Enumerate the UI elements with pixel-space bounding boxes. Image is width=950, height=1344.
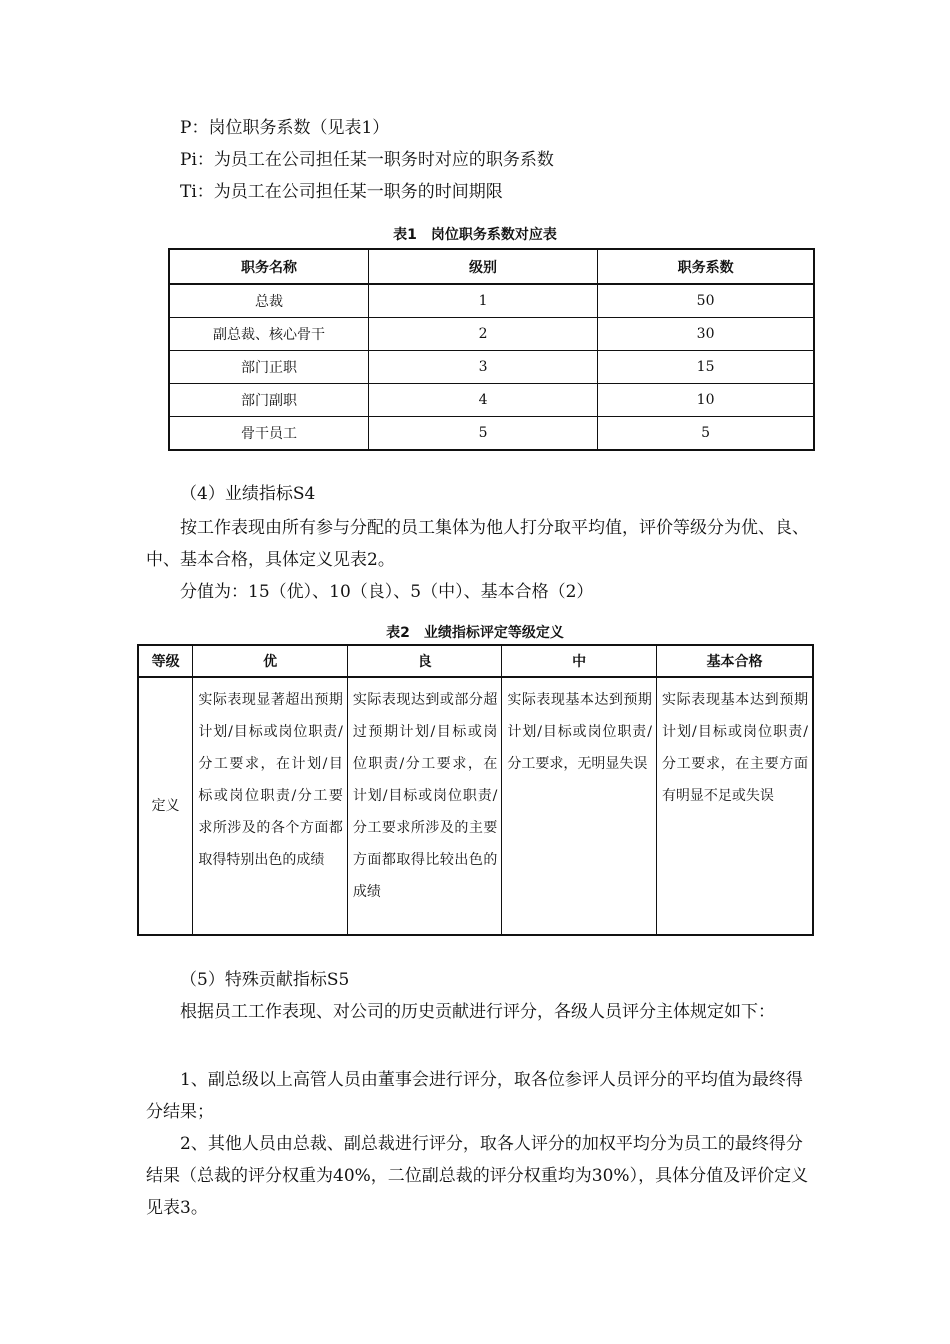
definition-basic-pass: 实际表现基本达到预期计划/目标或岗位职责/分工要求，在主要方面有明显不足或失误 <box>656 677 813 935</box>
section5-paragraph: 根据员工工作表现、对公司的历史贡献进行评分，各级人员评分主体规定如下： <box>180 1002 775 1022</box>
cell-level: 4 <box>368 384 597 417</box>
cell-coefficient: 30 <box>598 318 814 351</box>
section4-score-values: 分值为：15（优）、10（良）、5（中）、基本合格（2） <box>180 582 594 602</box>
cell-position: 骨干员工 <box>169 417 368 451</box>
table2-caption: 表2 业绩指标评定等级定义 <box>386 625 564 641</box>
performance-grade-table <box>137 644 814 936</box>
intro-line-ti: Ti：为员工在公司担任某一职务的时间期限 <box>180 182 503 202</box>
cell-level: 2 <box>368 318 597 351</box>
definition-excellent: 实际表现显著超出预期计划/目标或岗位职责/分工要求，在计划/目标或岗位职责/分工要求所涉及的各个方面都取得特别出色的成绩 <box>193 677 348 935</box>
intro-line-p: P：岗位职务系数（见表1） <box>180 118 390 138</box>
cell-position: 部门正职 <box>169 351 368 384</box>
cell-level: 5 <box>368 417 597 451</box>
section4-heading: （4）业绩指标S4 <box>180 484 316 504</box>
header-good: 良 <box>347 645 502 677</box>
definition-average: 实际表现基本达到预期计划/目标或岗位职责/分工要求，无明显失误 <box>502 677 657 935</box>
cell-position: 副总裁、核心骨干 <box>169 318 368 351</box>
table-header-row <box>138 645 813 677</box>
header-average: 中 <box>502 645 657 677</box>
header-position-name: 职务名称 <box>169 249 368 284</box>
section4-paragraph: 按工作表现由所有参与分配的员工集体为他人打分取平均值，评价等级分为优、良、中、基本合格，具体定义见表2。 <box>146 518 809 570</box>
table-header-row <box>169 249 814 284</box>
header-excellent: 优 <box>193 645 348 677</box>
cell-level: 1 <box>368 284 597 318</box>
header-basic-pass: 基本合格 <box>656 645 813 677</box>
header-coefficient: 职务系数 <box>598 249 814 284</box>
cell-coefficient: 50 <box>598 284 814 318</box>
intro-line-pi: Pi：为员工在公司担任某一职务时对应的职务系数 <box>180 150 554 170</box>
header-level: 级别 <box>368 249 597 284</box>
position-coefficient-table <box>168 248 815 451</box>
definition-row <box>138 677 813 935</box>
table-row <box>169 284 814 318</box>
table1-caption: 表1 岗位职务系数对应表 <box>393 227 557 243</box>
definition-label: 定义 <box>138 677 193 935</box>
section5-item-1: 1、副总级以上高管人员由董事会进行评分，取各位参评人员评分的平均值为最终得分结果； <box>146 1070 803 1122</box>
section5-item-2: 2、其他人员由总裁、副总裁进行评分，取各人评分的加权平均分为员工的最终得分结果（总裁的评分权重为40%，二位副总裁的评分权重均为30%），具体分值及评价定义见表3。 <box>146 1134 809 1218</box>
cell-coefficient: 10 <box>598 384 814 417</box>
section5-heading: （5）特殊贡献指标S5 <box>180 970 350 990</box>
table-row <box>169 318 814 351</box>
cell-position: 部门副职 <box>169 384 368 417</box>
definition-good: 实际表现达到或部分超过预期计划/目标或岗位职责/分工要求，在计划/目标或岗位职责/分工要求所涉及的主要方面都取得比较出色的成绩 <box>347 677 502 935</box>
cell-coefficient: 15 <box>598 351 814 384</box>
table-row <box>169 417 814 451</box>
cell-level: 3 <box>368 351 597 384</box>
table-row <box>169 384 814 417</box>
header-grade: 等级 <box>138 645 193 677</box>
table-row <box>169 351 814 384</box>
cell-position: 总裁 <box>169 284 368 318</box>
cell-coefficient: 5 <box>598 417 814 451</box>
